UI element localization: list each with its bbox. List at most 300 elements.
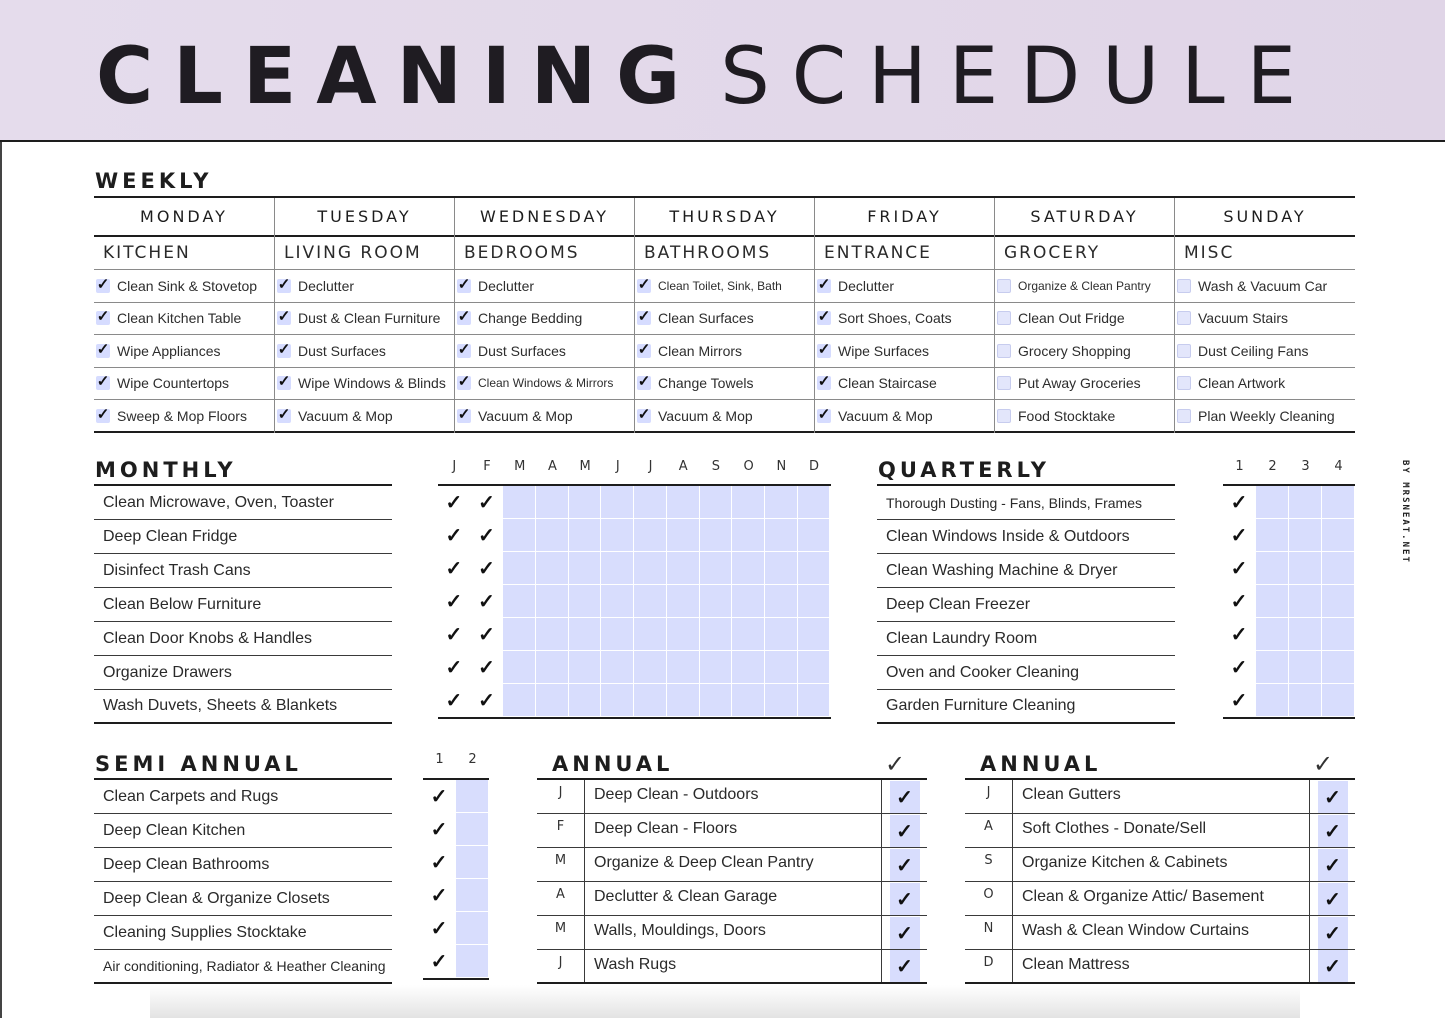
check-cell[interactable] [569,552,602,585]
annual-task: Declutter & Clean Garage [585,882,882,915]
check-cell[interactable] [1289,519,1322,552]
check-cell[interactable] [503,684,536,717]
day-name: MONDAY [94,198,274,237]
month-letter: M [537,916,585,949]
check-cell[interactable] [798,651,831,684]
task-checkbox[interactable] [997,344,1011,358]
task-label: Organize & Clean Pantry [1018,278,1151,293]
day-column-saturday [994,198,1174,433]
check-cell[interactable] [732,651,765,684]
monthly-check-grid [438,484,831,719]
check-cell[interactable] [667,585,700,618]
check-cell[interactable]: ✓ [438,486,471,519]
check-cell[interactable] [601,552,634,585]
annual-check-cell[interactable] [1310,882,1355,915]
task-row [1175,303,1355,336]
check-cell[interactable] [798,618,831,651]
task-checkbox[interactable] [1177,311,1191,325]
check-cell[interactable]: ✓ [438,585,471,618]
task-checkbox[interactable]: ✓ [457,340,471,358]
credit-text: BY MRSNEAT.NET [1400,460,1410,564]
check-cell[interactable] [1256,651,1289,684]
check-mark: ✓ [1318,950,1348,982]
grid-row [1223,684,1355,717]
annual-check-cell[interactable] [882,882,927,915]
annual-check-cell[interactable] [882,950,927,982]
task-label: Clean Surfaces [658,310,754,327]
annual-check-cell[interactable] [882,780,927,813]
annual-row [965,848,1355,882]
check-mark: ✓ [890,815,920,847]
check-cell[interactable] [503,552,536,585]
check-cell[interactable] [732,618,765,651]
check-cell[interactable] [667,552,700,585]
check-cell[interactable] [456,813,489,846]
check-cell[interactable] [536,486,569,519]
check-cell[interactable] [700,519,733,552]
check-cell[interactable] [700,651,733,684]
annual-task: Clean Mattress [1013,950,1310,982]
task-checkbox[interactable]: ✓ [277,340,291,358]
check-cell[interactable] [569,585,602,618]
check-cell[interactable]: ✓ [423,813,456,846]
column-header: 4 [1334,459,1343,474]
task-checkbox[interactable] [1177,279,1191,293]
check-cell[interactable] [765,651,798,684]
check-cell[interactable] [536,651,569,684]
task-checkbox[interactable]: ✓ [637,275,651,293]
task-row [275,400,454,433]
quarterly-task-list [877,484,1175,724]
check-cell[interactable] [569,684,602,717]
task-row [995,400,1174,433]
check-cell[interactable]: ✓ [1223,684,1256,717]
check-cell[interactable] [1322,552,1355,585]
day-name: TUESDAY [275,198,454,237]
task-checkbox[interactable]: ✓ [277,275,291,293]
annual-1-title: ANNUAL [552,752,674,776]
month-letter: N [965,916,1013,949]
check-cell[interactable] [700,585,733,618]
annual-check-cell[interactable] [1310,814,1355,847]
task-row [1175,368,1355,401]
check-cell[interactable] [732,519,765,552]
check-cell[interactable] [1322,651,1355,684]
check-cell[interactable] [1256,618,1289,651]
check-cell[interactable] [601,618,634,651]
grid-row [438,585,831,618]
check-cell[interactable] [634,618,667,651]
task-row: Disinfect Trash Cans [94,554,392,588]
check-cell[interactable]: ✓ [1223,486,1256,519]
task-checkbox[interactable]: ✓ [457,308,471,326]
annual-row [537,916,927,950]
task-checkbox[interactable]: ✓ [637,406,651,424]
check-cell[interactable] [503,651,536,684]
task-checkbox[interactable]: ✓ [457,275,471,293]
grid-row [423,879,489,912]
check-cell[interactable] [765,585,798,618]
check-cell[interactable] [456,945,489,978]
check-cell[interactable] [601,684,634,717]
column-header: J [452,459,457,474]
grid-row [423,846,489,879]
check-cell[interactable]: ✓ [471,684,504,717]
check-cell[interactable] [1256,585,1289,618]
column-header: M [579,459,591,474]
check-cell[interactable]: ✓ [438,684,471,717]
annual-row [965,814,1355,848]
check-cell[interactable] [536,519,569,552]
check-cell[interactable] [765,519,798,552]
check-cell[interactable]: ✓ [423,879,456,912]
page-edge [0,142,2,1018]
annual-row [537,950,927,984]
task-checkbox[interactable]: ✓ [817,308,831,326]
task-checkbox[interactable]: ✓ [457,406,471,424]
check-cell[interactable] [1289,618,1322,651]
annual-task: Deep Clean - Outdoors [585,780,882,813]
check-cell[interactable] [634,552,667,585]
check-cell[interactable]: ✓ [471,585,504,618]
task-row: Deep Clean Freezer [877,588,1175,622]
day-column-tuesday [274,198,454,433]
check-cell[interactable] [503,585,536,618]
task-checkbox[interactable]: ✓ [817,340,831,358]
task-row [815,400,994,433]
annual-check-cell[interactable] [1310,780,1355,813]
check-cell[interactable] [732,585,765,618]
task-row [995,368,1174,401]
task-label: Wipe Countertops [117,375,230,392]
check-cell[interactable] [667,519,700,552]
check-cell[interactable] [456,780,489,813]
task-row [275,368,454,401]
check-cell[interactable] [1322,486,1355,519]
task-row [635,270,814,303]
task-row [1175,270,1355,303]
task-label: Vacuum & Mop [478,408,573,425]
check-cell[interactable]: ✓ [438,618,471,651]
grid-row [1223,585,1355,618]
check-cell[interactable] [798,486,831,519]
task-checkbox[interactable]: ✓ [637,373,651,391]
check-cell[interactable] [569,519,602,552]
check-mark: ✓ [1318,883,1348,915]
check-cell[interactable] [765,618,798,651]
task-row [815,335,994,368]
task-label: Food Stocktake [1018,408,1116,425]
task-row: Clean Below Furniture [94,588,392,622]
task-checkbox[interactable]: ✓ [457,373,471,391]
task-label: Clean Out Fridge [1018,310,1125,327]
column-header: O [743,459,754,474]
column-header: 2 [468,752,477,767]
task-row [455,368,634,401]
annual-row [965,882,1355,916]
check-cell[interactable] [503,486,536,519]
task-row [815,303,994,336]
check-cell[interactable] [569,651,602,684]
check-cell[interactable] [700,552,733,585]
monthly-task-list [94,484,392,724]
quarterly-check-grid [1223,484,1355,719]
check-cell[interactable] [536,552,569,585]
task-row [455,335,634,368]
task-checkbox[interactable]: ✓ [96,275,110,293]
check-cell[interactable]: ✓ [423,912,456,945]
task-label: Clean Kitchen Table [117,310,242,327]
check-cell[interactable]: ✓ [471,552,504,585]
grid-row [1223,618,1355,651]
task-row [1175,400,1355,433]
task-label: Declutter [838,277,895,294]
check-cell[interactable] [456,846,489,879]
check-cell[interactable] [798,519,831,552]
check-cell[interactable] [601,519,634,552]
annual-check-cell[interactable] [1310,848,1355,881]
task-checkbox[interactable] [997,279,1011,293]
check-cell[interactable] [536,618,569,651]
annual-task: Wash & Clean Window Curtains [1013,916,1310,949]
annual-task: Clean Gutters [1013,780,1310,813]
column-header: D [809,459,820,474]
task-label: Dust Surfaces [298,342,386,359]
task-row: Deep Clean & Organize Closets [94,882,392,916]
task-label: Clean Artwork [1198,375,1286,392]
task-label: Put Away Groceries [1018,375,1141,392]
check-cell[interactable] [732,552,765,585]
check-cell[interactable] [1289,651,1322,684]
task-row: Organize Drawers [94,656,392,690]
header-banner [0,0,1445,142]
check-cell[interactable] [569,618,602,651]
task-row: Thorough Dusting - Fans, Blinds, Frames [877,486,1175,520]
task-row [94,270,274,303]
annual-task: Organize Kitchen & Cabinets [1013,848,1310,881]
column-header: F [483,459,491,474]
check-cell[interactable] [1289,486,1322,519]
task-row: Clean Carpets and Rugs [94,780,392,814]
task-row [815,368,994,401]
check-cell[interactable] [798,552,831,585]
annual-check-cell[interactable] [1310,916,1355,949]
check-cell[interactable] [798,585,831,618]
day-column-friday [814,198,994,433]
check-cell[interactable] [601,486,634,519]
check-cell[interactable] [634,486,667,519]
column-header: 3 [1301,459,1310,474]
task-checkbox[interactable]: ✓ [96,373,110,391]
check-cell[interactable] [1322,618,1355,651]
check-cell[interactable] [700,618,733,651]
task-label: Sweep & Mop Floors [117,408,247,425]
task-checkbox[interactable]: ✓ [96,340,110,358]
day-category: BATHROOMS [635,237,814,270]
grid-row [1223,519,1355,552]
check-cell[interactable] [1322,684,1355,717]
check-cell[interactable] [536,585,569,618]
check-cell[interactable] [700,486,733,519]
task-row [94,368,274,401]
check-cell[interactable] [798,684,831,717]
check-cell[interactable] [634,684,667,717]
task-checkbox[interactable]: ✓ [96,406,110,424]
check-cell[interactable] [765,552,798,585]
column-header: 1 [435,752,444,767]
semi-annual-check-grid [423,778,489,980]
check-mark: ✓ [1318,815,1348,847]
task-row [455,400,634,433]
task-row: Garden Furniture Cleaning [877,690,1175,724]
task-label: Wipe Windows & Blinds [298,375,446,392]
check-cell[interactable] [1322,585,1355,618]
task-checkbox[interactable] [997,409,1011,423]
annual-task: Walls, Mouldings, Doors [585,916,882,949]
task-label: Wipe Surfaces [838,342,930,359]
check-cell[interactable]: ✓ [471,651,504,684]
page-title [96,32,1318,122]
check-cell[interactable] [700,684,733,717]
task-checkbox[interactable] [997,311,1011,325]
task-row: Clean Microwave, Oven, Toaster [94,486,392,520]
task-row [635,335,814,368]
check-cell[interactable] [634,651,667,684]
annual-check-cell[interactable] [882,916,927,949]
check-cell[interactable]: ✓ [1223,618,1256,651]
task-checkbox[interactable] [1177,409,1191,423]
task-checkbox[interactable]: ✓ [96,308,110,326]
check-cell[interactable] [1289,585,1322,618]
check-cell[interactable]: ✓ [1223,585,1256,618]
check-cell[interactable] [1289,552,1322,585]
check-cell[interactable] [1256,486,1289,519]
month-letter: A [537,882,585,915]
annual-check-cell[interactable] [882,848,927,881]
column-header: S [711,459,721,474]
check-mark: ✓ [890,849,920,881]
check-cell[interactable] [503,618,536,651]
task-checkbox[interactable] [997,376,1011,390]
check-cell[interactable] [503,519,536,552]
weekly-grid [94,196,1355,433]
monthly-title: MONTHLY [95,458,237,482]
annual-check-cell[interactable] [882,814,927,847]
check-cell[interactable]: ✓ [1223,552,1256,585]
task-label: Vacuum & Mop [838,408,933,425]
annual-row [537,848,927,882]
month-letter: S [965,848,1013,881]
task-row [455,270,634,303]
task-checkbox[interactable]: ✓ [817,373,831,391]
check-cell[interactable] [1256,684,1289,717]
check-cell[interactable]: ✓ [438,519,471,552]
task-checkbox[interactable]: ✓ [817,275,831,293]
grid-row [1223,651,1355,684]
task-label: Clean Mirrors [658,342,743,359]
check-cell[interactable] [732,486,765,519]
day-category: KITCHEN [94,237,274,270]
check-cell[interactable]: ✓ [423,780,456,813]
day-column-wednesday [454,198,634,433]
grid-row [423,780,489,813]
annual-row [965,950,1355,984]
annual-check-cell[interactable] [1310,950,1355,982]
task-label: Declutter [478,277,535,294]
task-checkbox[interactable]: ✓ [277,373,291,391]
check-cell[interactable] [667,651,700,684]
task-label: Plan Weekly Cleaning [1198,408,1335,425]
check-cell[interactable]: ✓ [471,519,504,552]
check-cell[interactable] [1256,519,1289,552]
task-label: Grocery Shopping [1018,342,1131,359]
task-checkbox[interactable]: ✓ [277,406,291,424]
check-cell[interactable]: ✓ [423,945,456,978]
grid-row [438,486,831,519]
check-cell[interactable] [456,912,489,945]
check-cell[interactable] [667,618,700,651]
task-checkbox[interactable]: ✓ [817,406,831,424]
day-name: WEDNESDAY [455,198,634,237]
check-cell[interactable] [456,879,489,912]
day-name: SATURDAY [995,198,1174,237]
check-cell[interactable] [1289,684,1322,717]
task-checkbox[interactable]: ✓ [637,308,651,326]
check-cell[interactable] [601,585,634,618]
annual-1-table [537,778,927,984]
check-cell[interactable] [1322,519,1355,552]
task-row: Air conditioning, Radiator & Heather Cleaning [94,950,392,984]
check-cell[interactable] [569,486,602,519]
check-cell[interactable] [634,519,667,552]
month-letter: O [965,882,1013,915]
check-cell[interactable] [1256,552,1289,585]
check-cell[interactable] [634,585,667,618]
check-cell[interactable] [765,684,798,717]
task-label: Clean Toilet, Sink, Bath [658,278,782,293]
task-checkbox[interactable] [1177,376,1191,390]
check-cell[interactable]: ✓ [471,618,504,651]
title-light: SCHEDULE [720,32,1319,122]
check-mark: ✓ [1318,849,1348,881]
check-cell[interactable]: ✓ [438,651,471,684]
check-cell[interactable] [667,486,700,519]
task-checkbox[interactable]: ✓ [277,308,291,326]
day-name: SUNDAY [1175,198,1355,237]
check-cell[interactable] [732,684,765,717]
task-checkbox[interactable] [1177,344,1191,358]
check-cell[interactable]: ✓ [1223,651,1256,684]
check-cell[interactable] [536,684,569,717]
task-row [635,303,814,336]
task-row [94,303,274,336]
check-cell[interactable]: ✓ [1223,519,1256,552]
weekly-title: WEEKLY [95,169,213,193]
check-cell[interactable] [765,486,798,519]
check-cell[interactable]: ✓ [438,552,471,585]
check-cell[interactable]: ✓ [471,486,504,519]
annual-row [537,882,927,916]
task-row: Wash Duvets, Sheets & Blankets [94,690,392,724]
column-header: J [648,459,653,474]
day-category: ENTRANCE [815,237,994,270]
day-column-monday [94,198,274,433]
check-cell[interactable] [601,651,634,684]
check-cell[interactable] [667,684,700,717]
task-checkbox[interactable]: ✓ [637,340,651,358]
check-mark: ✓ [1318,781,1348,813]
check-cell[interactable]: ✓ [423,846,456,879]
